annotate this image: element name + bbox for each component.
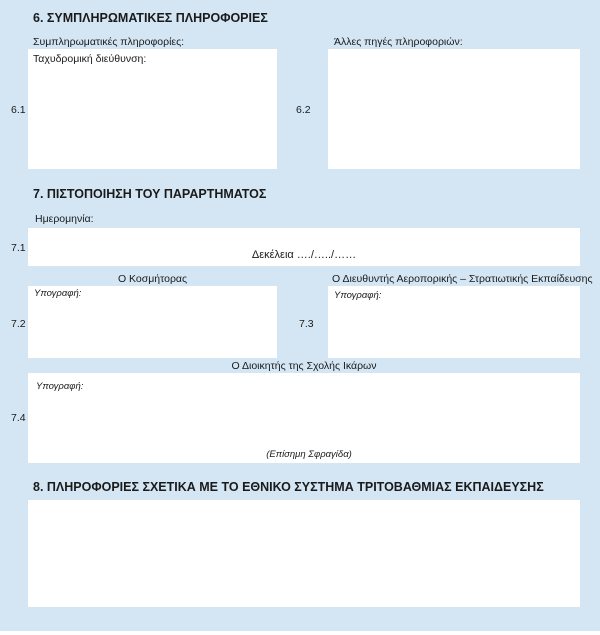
commander-title: Ο Διοικητής της Σχολής Ικάρων [231, 360, 377, 372]
postal-address-label: Ταχυδρομική διεύθυνση: [33, 53, 147, 65]
other-sources-label: Άλλες πηγές πληροφοριών: [334, 36, 463, 48]
other-sources-field[interactable] [328, 49, 580, 169]
date-value: Δεκέλεια …./…../…… [251, 249, 357, 261]
field-number-7-4: 7.4 [11, 412, 26, 424]
field-number-6-1: 6.1 [11, 104, 26, 116]
date-label: Ημερομηνία: [35, 213, 94, 225]
commander-signature-field[interactable] [28, 373, 580, 463]
rector-title: Ο Κοσμήτορας [117, 273, 188, 285]
field-number-7-3: 7.3 [299, 318, 314, 330]
field-number-7-1: 7.1 [11, 242, 26, 254]
section-6-heading: 6. ΣΥΜΠΛΗΡΩΜΑΤΙΚΕΣ ΠΛΗΡΟΦΟΡΙΕΣ [33, 11, 268, 25]
director-signature-field[interactable] [328, 286, 580, 358]
date-field[interactable] [28, 228, 580, 266]
field-number-6-2: 6.2 [296, 104, 311, 116]
field-number-7-2: 7.2 [11, 318, 26, 330]
rector-signature-label: Υπογραφή: [34, 288, 82, 299]
director-title: Ο Διευθυντής Αεροπορικής – Στρατιωτικής Εκπαίδευσης [332, 273, 593, 285]
director-signature-label: Υπογραφή: [334, 290, 382, 301]
official-stamp-label: (Επίσημη Σφραγίδα) [266, 449, 352, 460]
rector-signature-field[interactable] [28, 286, 277, 358]
commander-signature-label: Υπογραφή: [36, 381, 84, 392]
supplementary-info-label: Συμπληρωματικές πληροφορίες: [33, 36, 185, 48]
national-education-system-field[interactable] [28, 500, 580, 607]
supplementary-info-field[interactable] [28, 49, 277, 169]
section-8-heading: 8. ΠΛΗΡΟΦΟΡΙΕΣ ΣΧΕΤΙΚΑ ΜΕ ΤΟ ΕΘΝΙΚΟ ΣΥΣΤΗΜΑ ΤΡΙΤΟΒΑΘΜΙΑΣ ΕΚΠΑΙΔΕΥΣΗΣ [33, 480, 544, 494]
section-7-heading: 7. ΠΙΣΤΟΠΟΙΗΣΗ ΤΟΥ ΠΑΡΑΡΤΗΜΑΤΟΣ [33, 187, 267, 201]
